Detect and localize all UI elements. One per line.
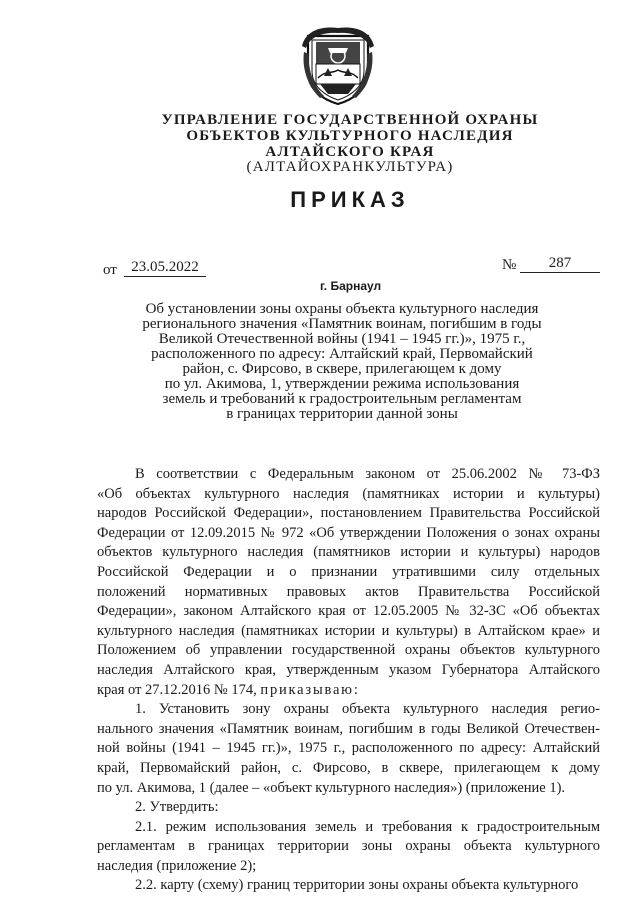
item-2-1-last-line: наследия (приложение 2); bbox=[97, 857, 257, 874]
preamble-line: Федерации от 12.09.2015 № 972 «Об утверждении Положения о зонах охраны bbox=[97, 524, 600, 541]
preamble-line: положений нормативных правовых актов Правительства Российской bbox=[97, 583, 600, 600]
preamble-last-text: края от 27.12.2016 № 174, bbox=[97, 681, 257, 698]
document-subject bbox=[122, 302, 562, 422]
org-name-line: ОБЪЕКТОВ КУЛЬТУРНОГО НАСЛЕДИЯ bbox=[186, 128, 514, 144]
item-2: 2. Утвердить: bbox=[135, 799, 219, 816]
item-1-line: ной войны (1941 – 1945 гг.)», 1975 г., расположенного по адресу: Алтайский bbox=[97, 740, 600, 757]
coat-of-arms-emblem bbox=[302, 26, 374, 106]
order-word: приказываю: bbox=[260, 681, 360, 698]
document-number: 287 bbox=[520, 255, 600, 273]
number-label: № bbox=[502, 257, 517, 273]
subject-line: Об установлении зоны охраны объекта культурного наследия bbox=[145, 301, 539, 317]
preamble-line: «Об объектах культурного наследия (памятниках истории и культуры) bbox=[97, 485, 600, 502]
subject-line: район, с. Фирсово, в сквере, прилегающем к дому bbox=[182, 361, 502, 377]
document-date: 23.05.2022 bbox=[124, 259, 206, 277]
preamble-line: Российской Федерации и о признании утратившими силу отдельных bbox=[97, 563, 600, 580]
preamble-line: народов Российской Федерации», постановлением Правительства Российской bbox=[97, 505, 600, 522]
item-1-last-line: по ул. Акимова, 1 (далее – «объект культурного наследия») (приложение 1). bbox=[97, 779, 566, 796]
item-1-line: край, Первомайский район, с. Фирсово, в сквере, прилегающем к дому bbox=[97, 759, 600, 776]
org-name-line: УПРАВЛЕНИЕ ГОСУДАРСТВЕННОЙ ОХРАНЫ bbox=[161, 112, 539, 128]
document-body bbox=[97, 465, 600, 896]
preamble-line: объектов культурного наследия (памятников истории и культуры) народов bbox=[97, 544, 600, 561]
subject-line: по ул. Акимова, 1, утверждении режима использования bbox=[164, 376, 520, 392]
subject-line: расположенного по адресу: Алтайский край, Первомайский bbox=[151, 346, 533, 362]
subject-line: в границах территории данной зоны bbox=[226, 406, 458, 422]
date-label: от bbox=[103, 262, 117, 278]
item-2-1-line: 2.1. режим использования земель и требования к градостроительным bbox=[135, 818, 600, 835]
org-short-name: (АЛТАЙОХРАНКУЛЬТУРА) bbox=[246, 159, 454, 175]
item-1-line: 1. Установить зону охраны объекта культурного наследия регио- bbox=[135, 701, 600, 718]
preamble-line: Положением об управлении государственной охраны объектов культурного bbox=[97, 642, 600, 659]
preamble-last-line bbox=[97, 681, 600, 701]
item-2-1-line: регламентам в границах территории зоны охраны объекта культурного bbox=[97, 838, 600, 855]
item-1-line: нального значения «Памятник воинам, погибшим в годы Великой Отечествен- bbox=[97, 720, 600, 737]
org-name-line: АЛТАЙСКОГО КРАЯ bbox=[265, 144, 435, 160]
subject-line: земель и требований к градостроительным регламентам bbox=[162, 391, 522, 407]
subject-line: Великой Отечественной войны (1941 – 1945 гг.)», 1975 г., bbox=[158, 331, 526, 347]
document-city: г. Барнаул bbox=[320, 279, 382, 293]
preamble-line: Федерации», законом Алтайского края от 12.05.2005 № 32-ЗС «Об объектах bbox=[97, 603, 600, 620]
preamble-line: культурного наследия (памятниках истории и культуры) в Алтайском крае» и bbox=[97, 622, 600, 639]
subject-line: регионального значения «Памятник воинам, погибшим в годы bbox=[142, 316, 542, 332]
item-2-2-line: 2.2. карту (схему) границ территории зоны охраны объекта культурного bbox=[135, 877, 579, 894]
preamble-line: наследия Алтайского края, утвержденным указом Губернатора Алтайского bbox=[97, 661, 600, 678]
document-type-title: ПРИКАЗ bbox=[290, 187, 410, 212]
preamble-line: В соответствии с Федеральным законом от 25.06.2002 № 73-ФЗ bbox=[135, 466, 600, 482]
